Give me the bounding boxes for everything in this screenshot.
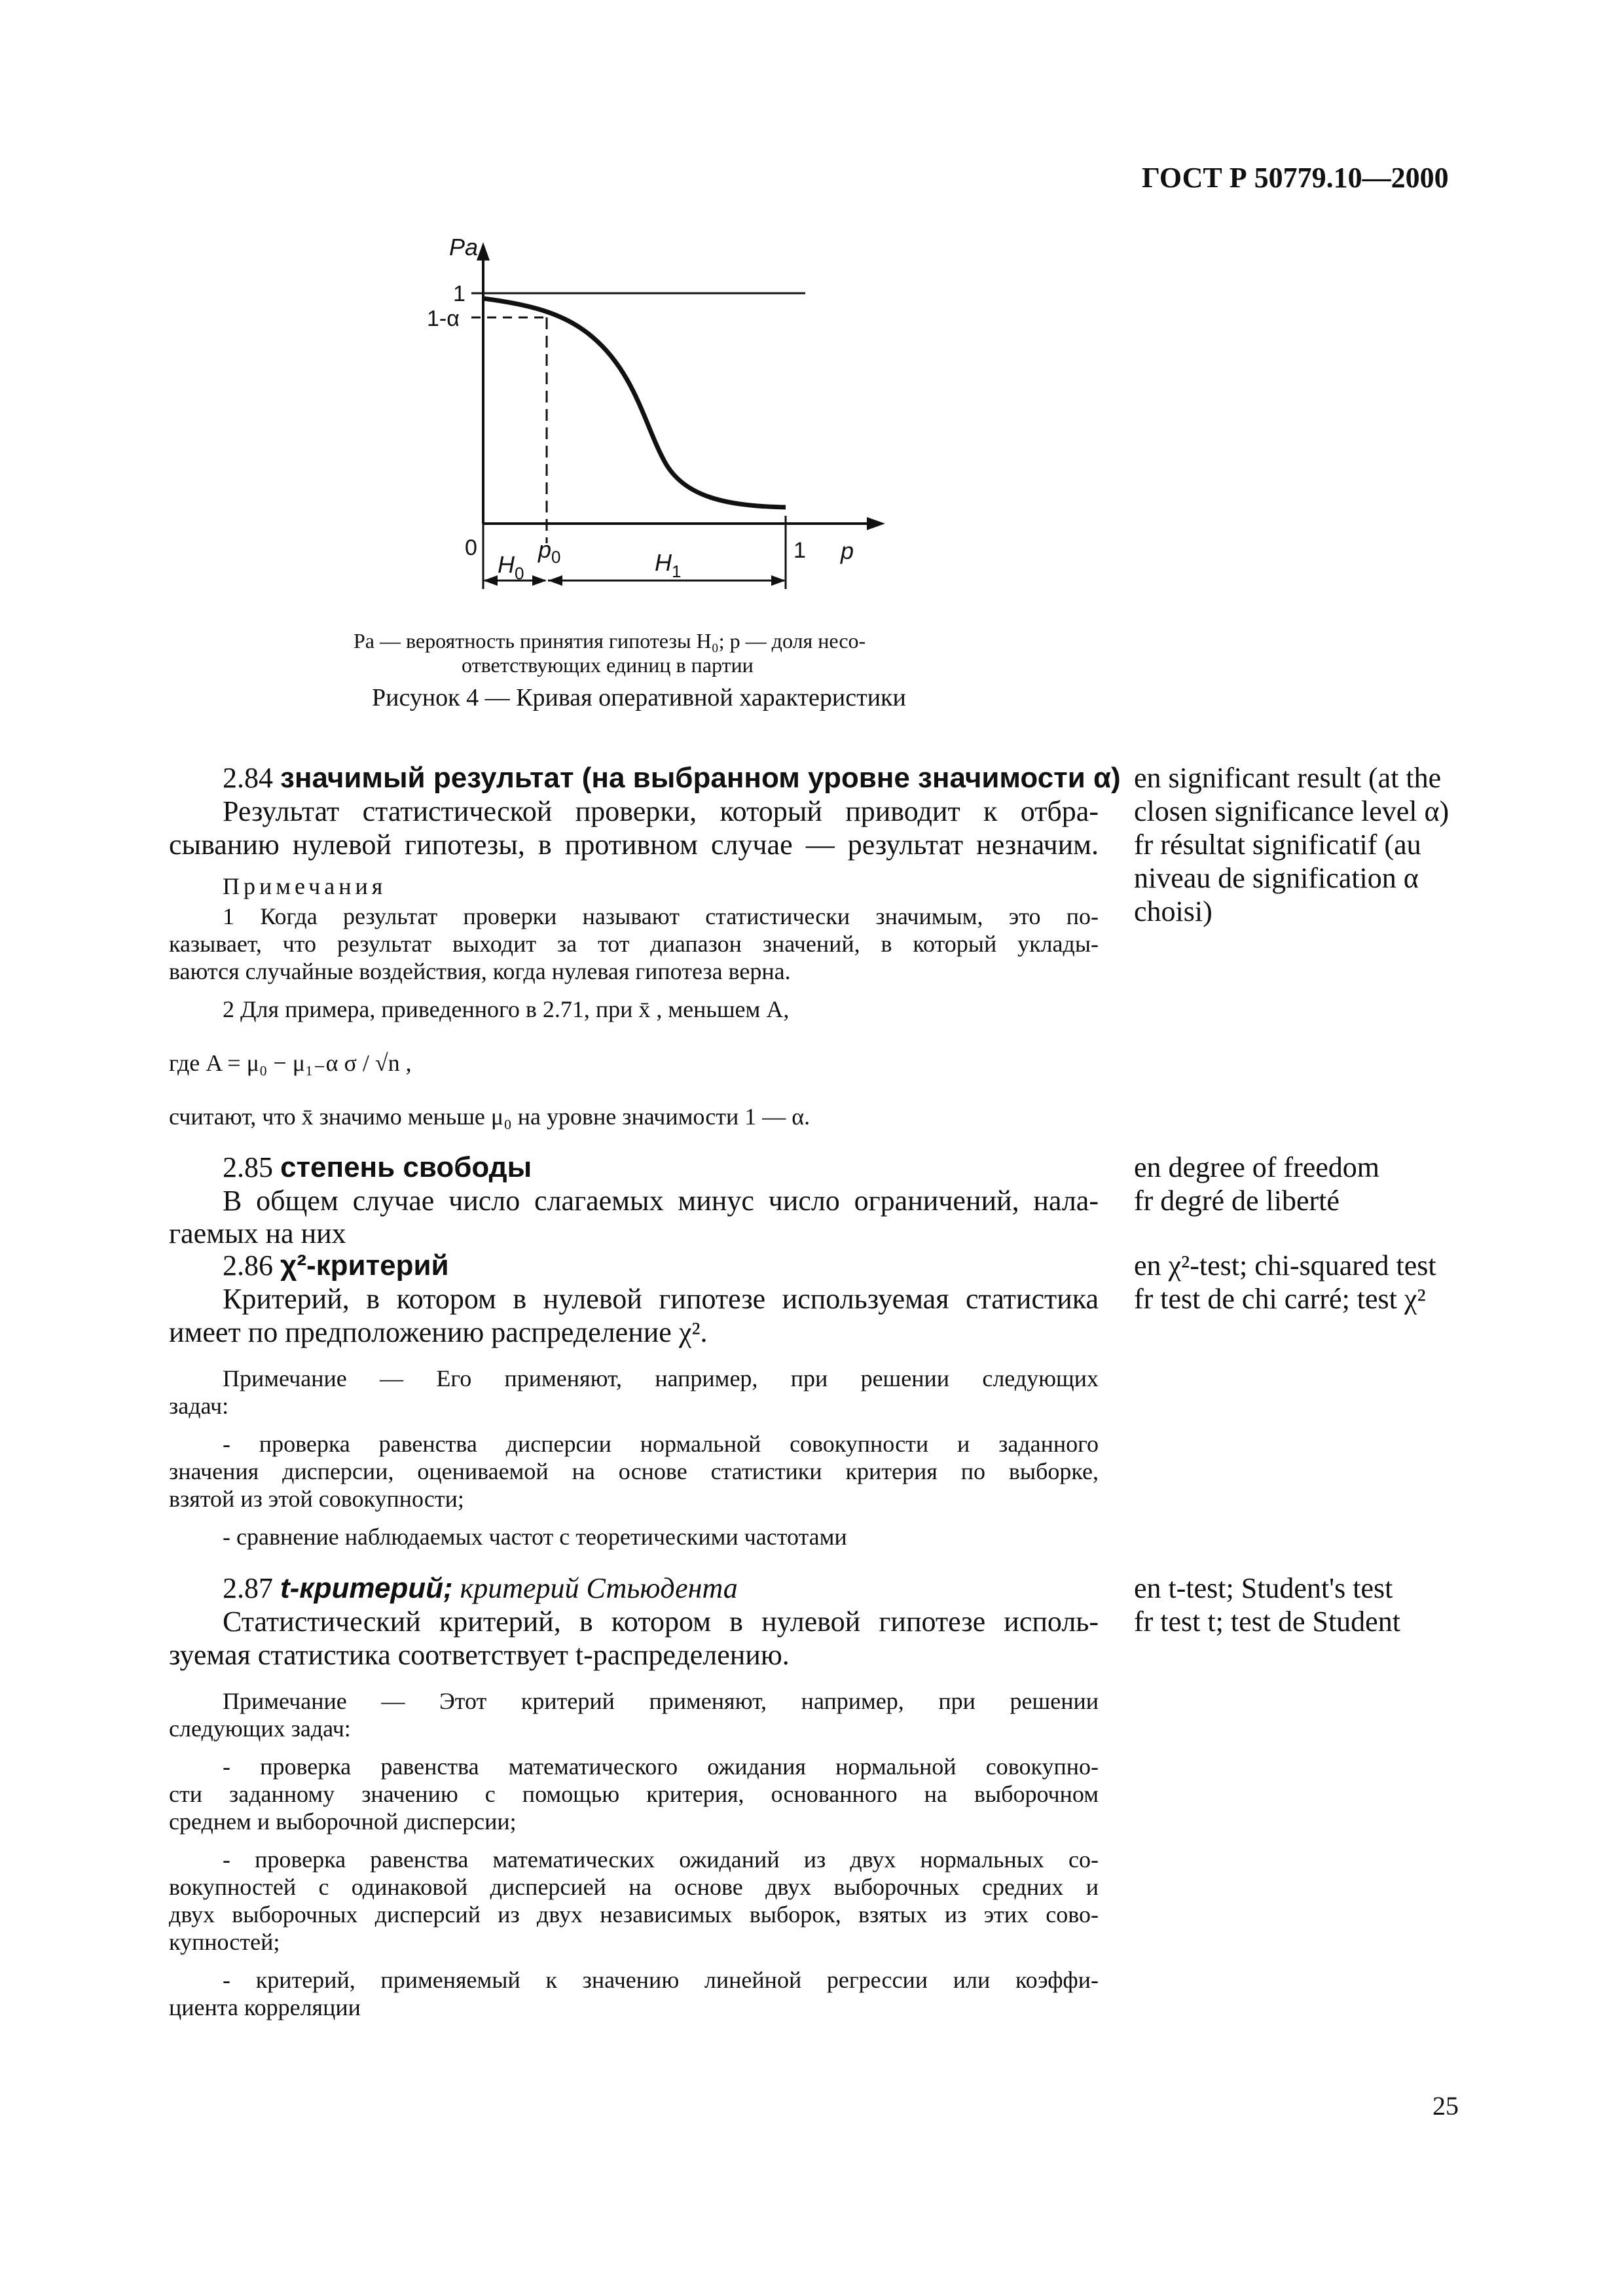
note-line: купностей;: [169, 1929, 280, 1955]
definition-line: В общем случае число слагаемых минус число ограничений, нала-: [223, 1185, 1099, 1217]
en-equivalent: en t-test; Student's test: [1134, 1572, 1393, 1604]
note-line: - проверка равенства дисперсии нормальной совокупности и заданного: [223, 1431, 1099, 1457]
formula-line: где A = μ₀ − μ₁₋α σ / √n ,: [169, 1050, 412, 1076]
term-name: t-критерий;: [280, 1572, 453, 1604]
note-line: Примечание — Его применяют, например, при решении следующих: [223, 1365, 1099, 1391]
note-line: Примечание — Этот критерий применяют, например, при решении: [223, 1688, 1099, 1714]
definition-line: сыванию нулевой гипотезы, в противном случае — результат незначим.: [169, 829, 1099, 861]
y-tick-1-alpha: 1-α: [427, 306, 460, 331]
term-number: 2.85: [223, 1151, 273, 1183]
page-number: 25: [1432, 2091, 1459, 2121]
figure-legend-line2: ответствующих единиц в партии: [462, 653, 754, 677]
x-axis-label: p: [841, 537, 854, 564]
term-2-86-heading: [223, 1249, 449, 1282]
notes-heading: Примечания: [223, 873, 387, 899]
p0-label: $p_0$: [538, 536, 561, 567]
fr-equivalent: fr test de chi carré; test χ²: [1134, 1283, 1426, 1315]
fr-equivalent: choisi): [1134, 895, 1213, 927]
definition-line: гаемых на них: [169, 1217, 346, 1249]
note-line: 2 Для примера, приведенного в 2.71, при x̄ , меньшем A,: [223, 996, 790, 1022]
note-line: сти заданному значению с помощью критерия, основанного на выборочном: [169, 1781, 1099, 1807]
note-line: казывает, что результат выходит за тот диапазон значений, в который уклады-: [169, 931, 1099, 957]
term-2-85-heading: [223, 1151, 532, 1184]
term-name: χ²-критерий: [280, 1249, 449, 1282]
term-number: 2.84: [223, 762, 273, 794]
note-line: 1 Когда результат проверки называют статистически значимым, это по-: [223, 903, 1099, 929]
en-equivalent: en degree of freedom: [1134, 1151, 1380, 1183]
note-line: вокупностей с одинаковой дисперсией на основе двух выборочных средних и: [169, 1874, 1099, 1900]
fr-equivalent: fr résultat significatif (au: [1134, 829, 1421, 861]
x-axis-arrow: [867, 517, 885, 530]
note-line: - сравнение наблюдаемых частот с теоретическими частотами: [223, 1524, 847, 1550]
figure-legend-line1: Pa — вероятность принятия гипотезы H₀; p — доля несо-: [354, 629, 866, 653]
oc-curve: [483, 298, 786, 507]
fr-equivalent: fr degré de liberté: [1134, 1185, 1340, 1217]
origin-label: 0: [465, 535, 477, 560]
note-line: следующих задач:: [169, 1715, 351, 1742]
term-name: степень свободы: [280, 1151, 532, 1183]
note-line: среднем и выборочной дисперсии;: [169, 1808, 517, 1835]
en-equivalent: closen significance level α): [1134, 795, 1450, 827]
note-line: - проверка равенства математического ожидания нормальной совокупно-: [223, 1753, 1099, 1780]
oc-curve-figure: [419, 236, 890, 602]
definition-line: зуемая статистика соответствует t-распределению.: [169, 1639, 790, 1671]
note-line: значения дисперсии, оцениваемой на основе статистики критерия по выборке,: [169, 1458, 1099, 1484]
note-line: считают, что x̄ значимо меньше μ₀ на уровне значимости 1 — α.: [169, 1103, 811, 1130]
term-2-84-heading: [223, 761, 1121, 795]
term-name: значимый результат (на выбранном уровне значимости α): [280, 762, 1121, 794]
y-axis-arrow: [477, 242, 490, 260]
definition-line: Критерий, в котором в нулевой гипотезе используемая статистика: [223, 1283, 1099, 1315]
note-line: взятой из этой совокупности;: [169, 1486, 464, 1512]
fr-equivalent: fr test t; test de Student: [1134, 1605, 1400, 1638]
term-number: 2.87: [223, 1572, 273, 1604]
term-2-87-heading: [223, 1571, 738, 1605]
definition-line: Статистический критерий, в котором в нулевой гипотезе исполь-: [223, 1605, 1099, 1638]
y-tick-1: 1: [453, 281, 465, 306]
h1-label: $H_1$: [655, 549, 682, 581]
note-line: двух выборочных дисперсий из двух независимых выборок, взятых из этих сово-: [169, 1901, 1099, 1928]
en-equivalent: en χ²-test; chi-squared test: [1134, 1249, 1436, 1282]
x-tick-1-label: 1: [793, 538, 806, 563]
term-number: 2.86: [223, 1249, 273, 1282]
definition-line: имеет по предположению распределение χ².: [169, 1316, 708, 1348]
note-line: задач:: [169, 1393, 229, 1419]
note-line: - проверка равенства математических ожиданий из двух нормальных со-: [223, 1846, 1099, 1873]
note-line: - критерий, применяемый к значению линейной регрессии или коэффи-: [223, 1967, 1099, 1993]
term-alt-name: критерий Стьюдента: [460, 1572, 738, 1604]
figure-caption: Рисунок 4 — Кривая оперативной характеристики: [372, 684, 906, 711]
y-axis-label: Pa: [449, 236, 479, 260]
definition-line: Результат статистической проверки, который приводит к отбра-: [223, 795, 1099, 827]
fr-equivalent: niveau de signification α: [1134, 862, 1419, 894]
note-line: ваются случайные воздействия, когда нулевая гипотеза верна.: [169, 958, 791, 984]
note-line: циента корреляции: [169, 1994, 361, 2020]
en-equivalent: en significant result (at the: [1134, 762, 1442, 794]
standard-code: ГОСТ Р 50779.10—2000: [1142, 162, 1449, 194]
h0-label: $H_0$: [498, 551, 524, 583]
